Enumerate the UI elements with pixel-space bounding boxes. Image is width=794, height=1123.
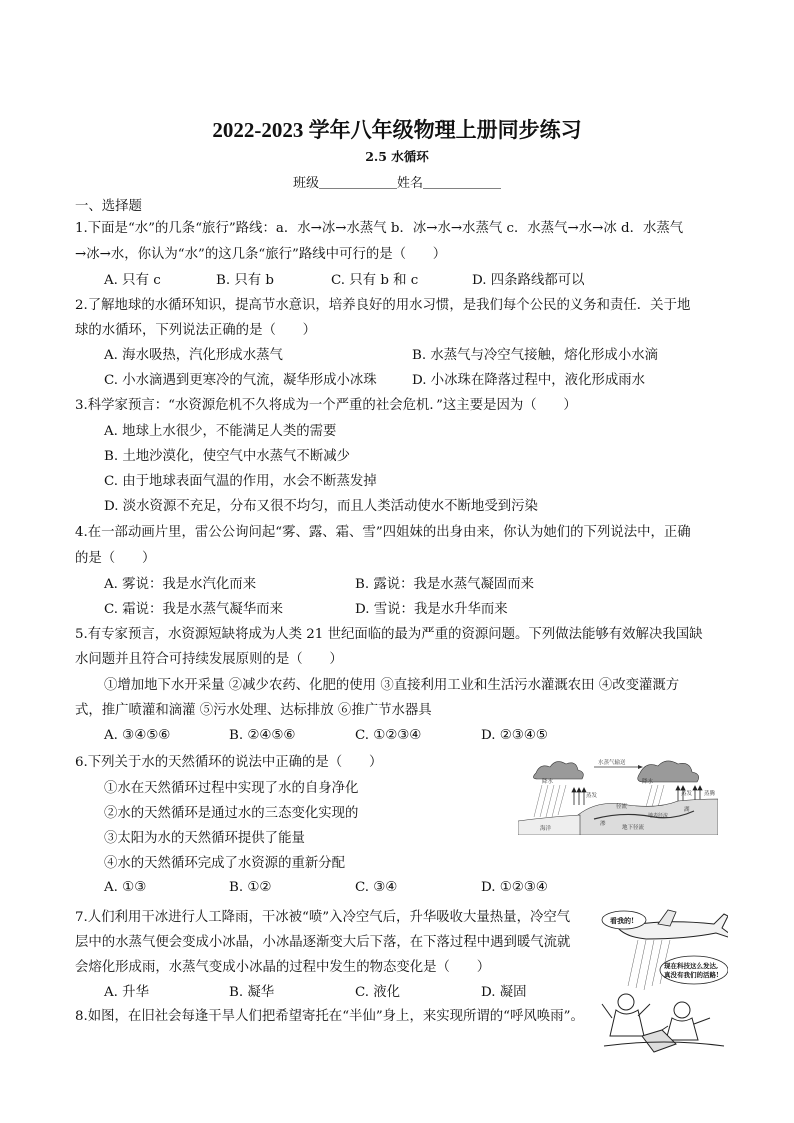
bubble-text-1: 看我的!	[610, 916, 635, 925]
option-d: D. 四条路线都可以	[472, 273, 585, 288]
option-b: B. 土地沙漠化，使空气中水蒸气不断减少	[104, 449, 350, 464]
option-d: D. ①②③④	[481, 880, 548, 895]
question-text: 7.人们利用干冰进行人工降雨，干冰被“喷”入冷空气后，升华吸收大量热量，冷空气	[75, 910, 571, 925]
option-b: B. 凝华	[229, 985, 275, 1000]
option-d: D. ②③④⑤	[481, 728, 548, 743]
option-c: C. 由于地球表面气温的作用，水会不断蒸发掉	[104, 474, 377, 489]
label-evap-2: 蒸发	[681, 791, 693, 797]
label-vapor: 水蒸气输送	[598, 760, 626, 766]
label-sea: 海洋	[540, 826, 552, 832]
question-text: 3.科学家预言：“水资源危机不久将成为一个严重的社会危机．”这主要是因为（ ）	[75, 398, 577, 413]
water-cycle-figure	[518, 755, 718, 835]
question-text: 球的水循环，下列说法正确的是（ ）	[75, 323, 317, 338]
rain-cartoon-figure	[598, 906, 728, 1056]
option-b: B. ①②	[229, 880, 272, 895]
label-rain-left: 降水	[542, 779, 554, 785]
question-text: 层中的水蒸气便会变成小冰晶，小冰晶逐渐变大后下落，在下落过程中遇到暖气流就	[75, 935, 571, 950]
bubble-text-2b: 真没有我们的活路!	[664, 971, 719, 979]
cloud-left-icon	[533, 762, 583, 779]
option-c: C. 只有 b 和 c	[331, 273, 419, 288]
statement-1: ①水在天然循环过程中实现了水的自身净化	[104, 781, 359, 796]
page-title: 2022-2023 学年八年级物理上册同步练习	[212, 118, 582, 142]
page-subtitle: 2.5 水循环	[365, 149, 429, 164]
question-text: 的是（ ）	[75, 551, 156, 566]
speech-bubble	[660, 956, 728, 984]
option-c: C. 液化	[355, 985, 401, 1000]
option-a: A. 雾说：我是水汽化而来	[104, 577, 257, 592]
option-a: A. ①③	[104, 880, 147, 895]
statement-4: ④水的天然循环完成了水资源的重新分配	[104, 856, 346, 871]
label-lake: 湖	[684, 807, 690, 813]
question-text: 式，推广喷灌和滴灌 ⑤污水处理、达标排放 ⑥推广节水器具	[75, 703, 432, 718]
label-transp: 蒸腾	[704, 791, 716, 797]
question-text: 2.了解地球的水循环知识，提高节水意识，培养良好的用水习惯，是我们每个公民的义务和责任．关于地	[75, 298, 691, 313]
option-b: B. 露说：我是水蒸气凝固而来	[355, 577, 535, 592]
option-d: D. 雪说：我是水升华而来	[355, 602, 508, 617]
question-text: 水问题并且符合可持续发展原则的是（ ）	[75, 652, 343, 667]
label-evap-1: 蒸发	[586, 793, 598, 799]
sea-shape	[518, 815, 580, 835]
label-flow: 地表径流	[648, 813, 669, 819]
option-b: B. 水蒸气与冷空气接触，熔化形成小水滴	[412, 348, 658, 363]
option-c: C. ①②③④	[355, 728, 422, 743]
question-text: 8.如图，在旧社会每逢干旱人们把希望寄托在“半仙”身上，来实现所谓的“呼风唤雨”。	[75, 1009, 584, 1024]
option-c: C. ③④	[355, 880, 398, 895]
class-name-line: 班级＿＿＿＿＿＿姓名＿＿＿＿＿＿	[292, 176, 501, 191]
option-a: A. 升华	[104, 985, 149, 1000]
option-d: D. 凝固	[481, 985, 527, 1000]
option-c: C. 小水滴遇到更寒冷的气流，凝华形成小冰珠	[104, 373, 377, 388]
option-d: D. 淡水资源不充足，分布又很不均匀，而且人类活动使水不断地受到污染	[104, 499, 538, 514]
question-text: 5.有专家预言，水资源短缺将成为人类 21 世纪面临的最为严重的资源问题。下列做法能够有效解决我国缺	[75, 627, 703, 642]
option-a: A. 只有 c	[104, 273, 161, 288]
option-a: A. ③④⑤⑥	[104, 728, 171, 743]
question-text: 会熔化形成雨，水蒸气变成小冰晶的过程中发生的物态变化是（ ）	[75, 960, 491, 975]
question-text: ①增加地下水开采量 ②减少农药、化肥的使用 ③直接利用工业和生活污水灌溉农田 ④改变灌溉方	[104, 678, 680, 693]
question-text: →冰→水，你认为“水”的这几条“旅行”路线中可行的是（ ）	[75, 247, 447, 262]
option-c: C. 霜说：我是水蒸气凝华而来	[104, 602, 283, 617]
option-b: B. 只有 b	[216, 273, 274, 288]
option-d: D. 小冰珠在降落过程中，液化形成雨水	[412, 373, 646, 388]
statement-3: ③太阳为水的天然循环提供了能量	[104, 831, 305, 846]
statement-2: ②水的天然循环是通过水的三态变化实现的	[104, 806, 359, 821]
label-groundwater: 地下径流	[622, 825, 645, 831]
label-infiltration: 渗	[600, 821, 606, 827]
option-b: B. ②④⑤⑥	[229, 728, 296, 743]
bubble-text-2a: 现在科技这么发达,	[664, 962, 719, 970]
label-rain-right: 降水	[642, 779, 654, 785]
option-a: A. 海水吸热，汽化形成水蒸气	[104, 348, 283, 363]
people-drawing	[602, 994, 724, 1052]
question-text: 1.下面是“水”的几条“旅行”路线：a．水→冰→水蒸气 b．冰→水→水蒸气 c．水蒸气→水→冰 d．水蒸气	[75, 221, 684, 236]
section-heading: 一、选择题	[75, 199, 142, 214]
question-text: 6.下列关于水的天然循环的说法中正确的是（ ）	[75, 755, 383, 770]
question-text: 4.在一部动画片里，雷公公询问起“雾、露、霜、雪”四姐妹的出身由来，你认为她们的下列说法中，正确	[75, 525, 691, 540]
option-a: A. 地球上水很少，不能满足人类的需要	[104, 424, 337, 439]
label-surface: 径流	[616, 804, 628, 810]
